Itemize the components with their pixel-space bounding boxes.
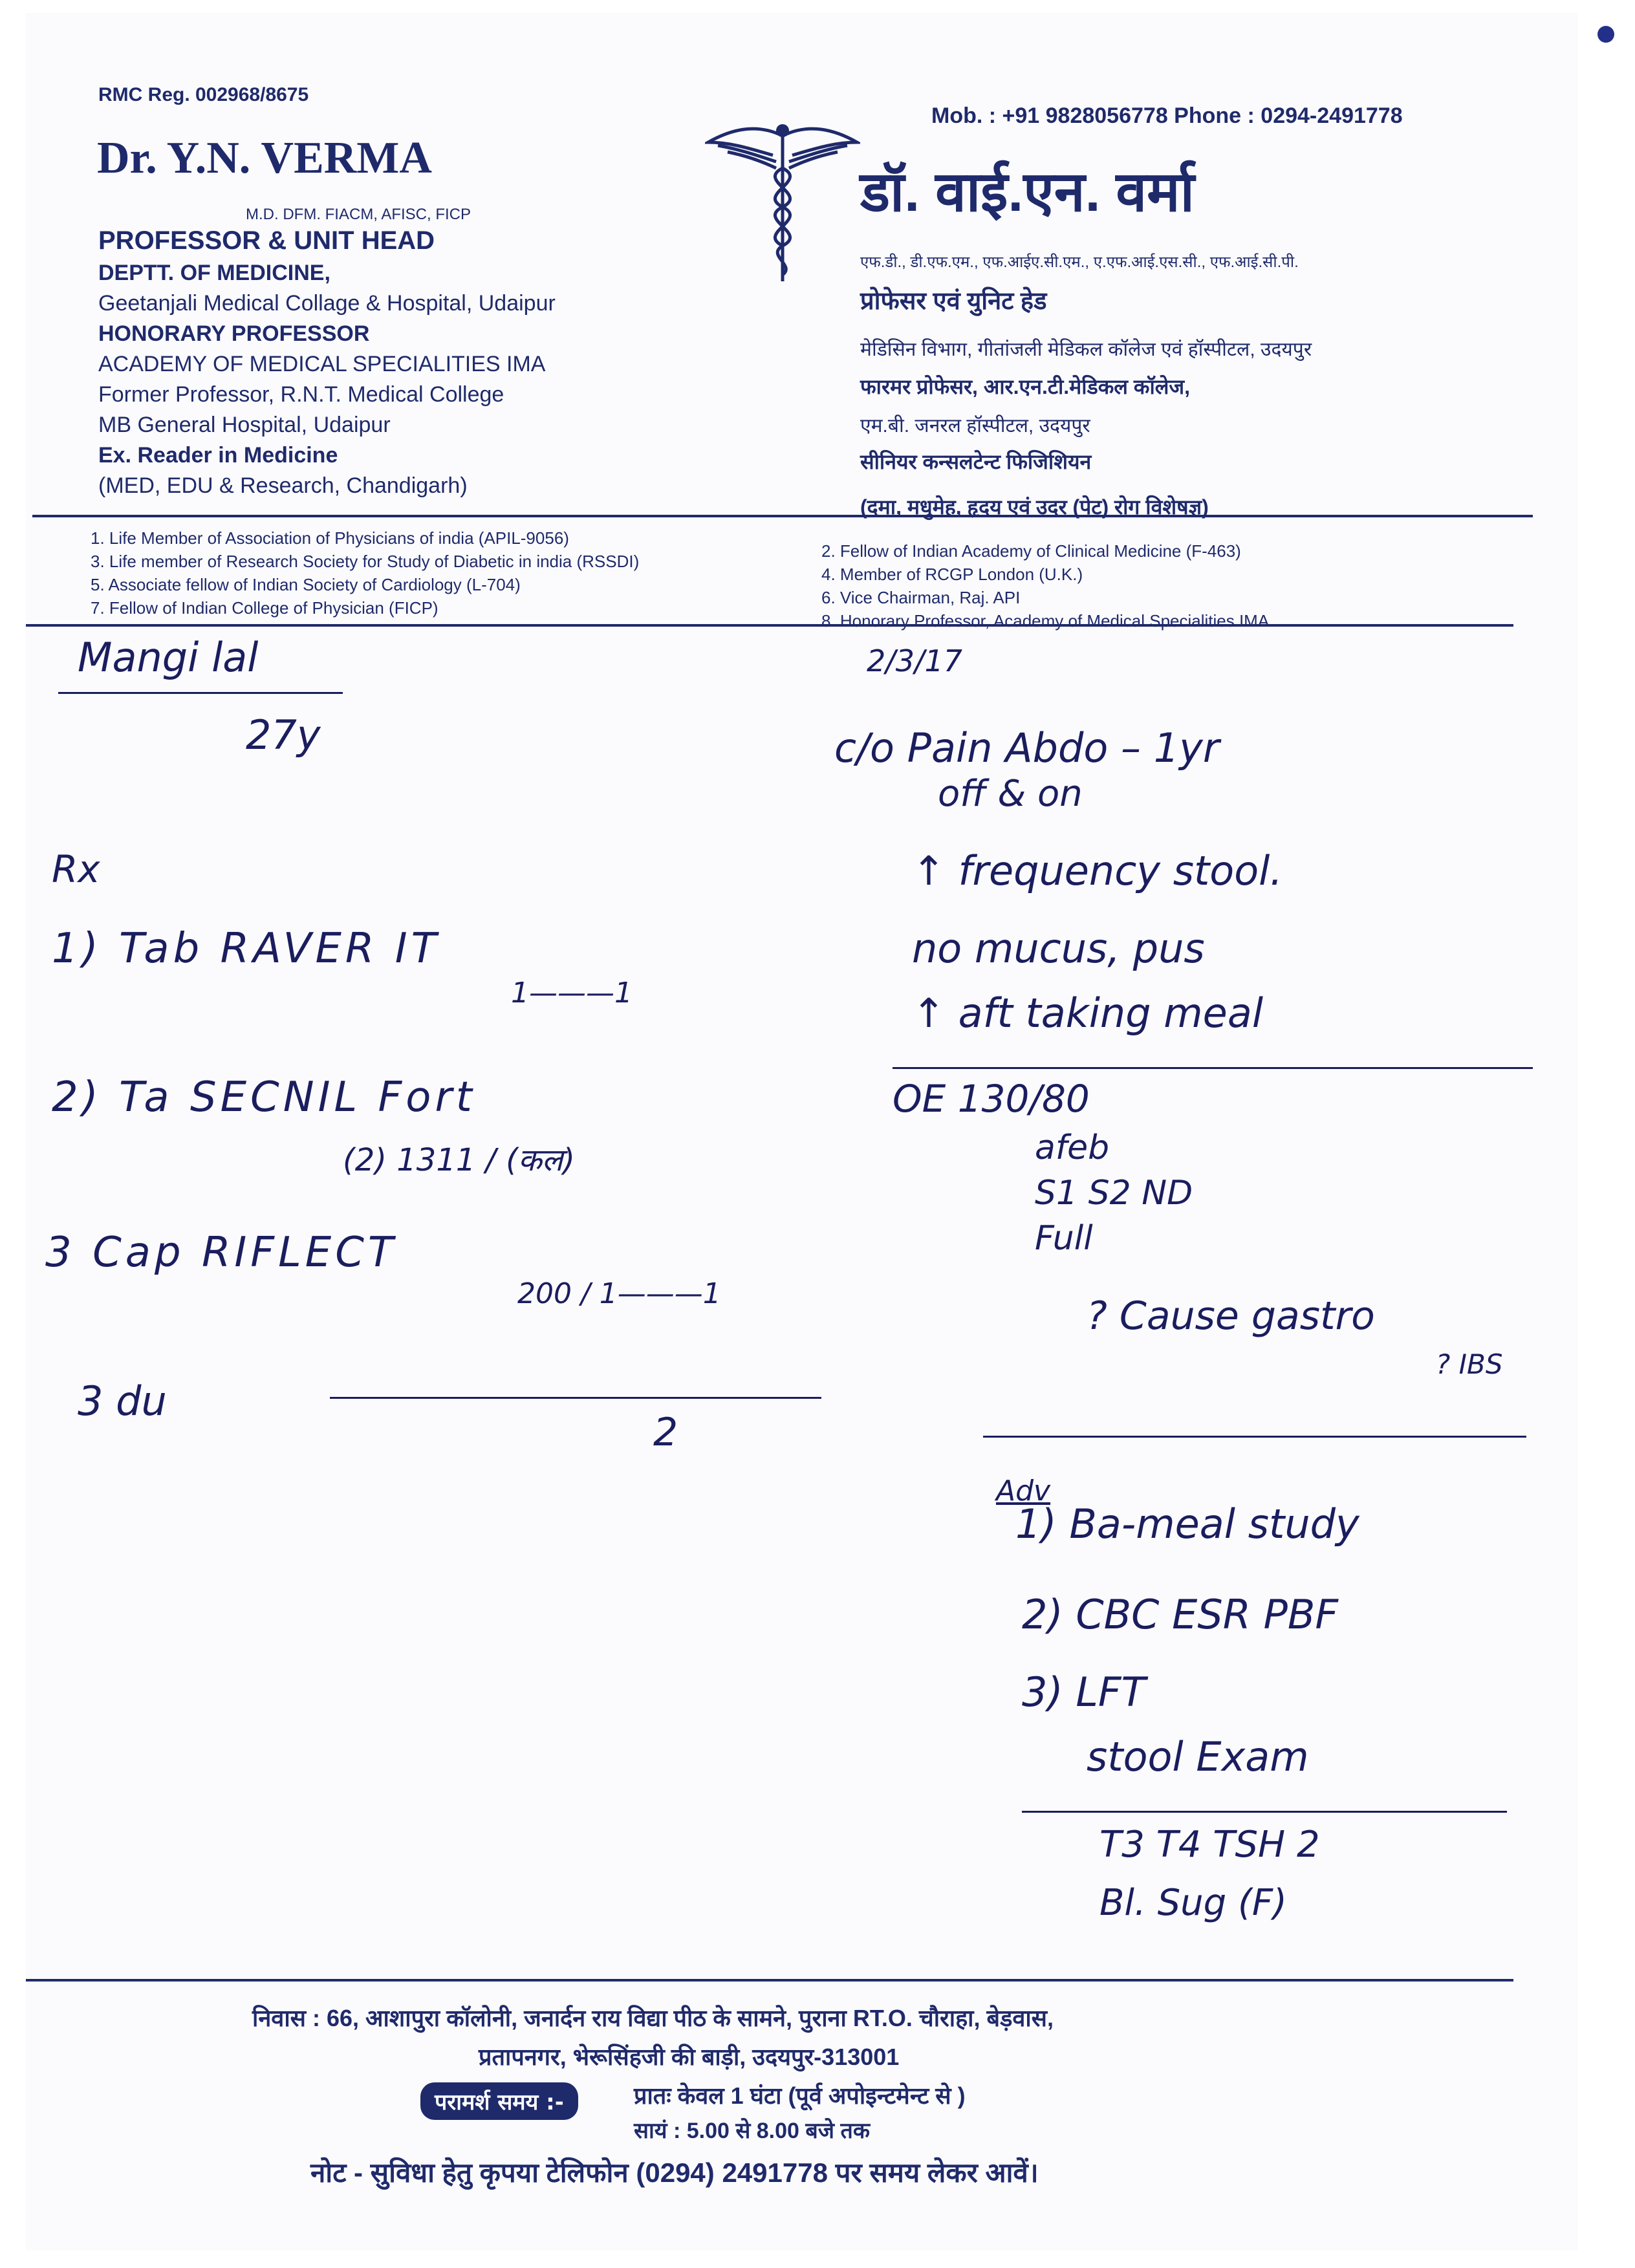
misc-line: Bl. Sug (F) bbox=[1099, 1882, 1287, 1924]
duration-mark: 2 bbox=[653, 1410, 678, 1455]
exam-line: OE 130/80 bbox=[893, 1077, 1090, 1121]
address-line: निवास : 66, आशापुरा कॉलोनी, जनार्दन राय विद्या पीठ के सामने, पुराना RT.O. चौराहा, बेड़वास, bbox=[252, 2005, 1054, 2031]
credential-line-hi: फारमर प्रोफेसर, आर.एन.टी.मेडिकल कॉलेज, bbox=[860, 375, 1191, 398]
doctor-name-en: Dr. Y.N. VERMA bbox=[97, 133, 432, 183]
complaint-line: ↑ frequency stool. bbox=[912, 847, 1283, 894]
membership-divider bbox=[26, 624, 1513, 627]
pen-line bbox=[893, 1067, 1533, 1069]
membership-item: 4. Member of RCGP London (U.K.) bbox=[821, 565, 1083, 584]
membership-item: 7. Fellow of Indian College of Physician (FICP) bbox=[91, 598, 439, 618]
credential-line: Ex. Reader in Medicine bbox=[98, 443, 338, 468]
ink-dot bbox=[1597, 26, 1614, 43]
consult-time-evening: सायं : 5.00 से 8.00 बजे तक bbox=[634, 2119, 870, 2143]
contact-numbers: Mob. : +91 9828056778 Phone : 0294-2491778 bbox=[931, 103, 1403, 128]
impression-line: ? IBS bbox=[1436, 1348, 1503, 1380]
complaint-line: no mucus, pus bbox=[912, 925, 1205, 972]
credential-line-hi: (दमा, मधुमेह, हृदय एवं उदर (पेट) रोग विशेषज्ञ) bbox=[860, 495, 1209, 519]
patient-name: Mangi lal bbox=[78, 634, 259, 681]
membership-item: 3. Life member of Research Society for Study of Diabetic in india (RSSDI) bbox=[91, 552, 640, 571]
impression-line: ? Cause gastro bbox=[1087, 1293, 1375, 1339]
consult-time-morning: प्रातः केवल 1 घंटा (पूर्व अपोइन्टमेन्ट से ) bbox=[634, 2082, 966, 2109]
advice-heading: Adv bbox=[996, 1474, 1051, 1507]
doctor-name-hi: डॉ. वाई.एन. वर्मा bbox=[860, 161, 1195, 223]
exam-line: afeb bbox=[1035, 1129, 1110, 1167]
caduceus-logo-icon bbox=[705, 116, 860, 285]
medicine-line: 2) Ta SECNIL Fort bbox=[52, 1074, 476, 1121]
membership-item: 2. Fellow of Indian Academy of Clinical Medicine (F-463) bbox=[821, 541, 1241, 561]
degrees-hi: एफ.डी., डी.एफ.एम., एफ.आईए.सी.एम., ए.एफ.आई.एस.सी., एफ.आई.सी.पी. bbox=[860, 254, 1299, 271]
advice-line: 1) Ba-meal study bbox=[1015, 1500, 1359, 1548]
credential-line: Geetanjali Medical Collage & Hospital, Udaipur bbox=[98, 291, 556, 316]
degrees-en: M.D. DFM. FIACM, AFISC, FICP bbox=[246, 206, 471, 223]
misc-line: T3 T4 TSH 2 bbox=[1099, 1824, 1320, 1866]
credential-line: MB General Hospital, Udaipur bbox=[98, 413, 391, 437]
medicine-line: 3 Cap RIFLECT bbox=[45, 1229, 397, 1277]
pen-line bbox=[983, 1436, 1526, 1438]
exam-line: S1 S2 ND bbox=[1035, 1174, 1193, 1213]
credential-line: HONORARY PROFESSOR bbox=[98, 321, 370, 346]
credential-line-hi: सीनियर कन्सलटेन्ट फिजिशियन bbox=[860, 450, 1092, 473]
footer-divider bbox=[26, 1979, 1513, 1982]
pen-underline bbox=[58, 692, 343, 694]
prescription-sheet bbox=[26, 13, 1578, 2251]
header-divider bbox=[32, 515, 1533, 517]
membership-item: 6. Vice Chairman, Raj. API bbox=[821, 588, 1021, 607]
credential-line: Former Professor, R.N.T. Medical College bbox=[98, 382, 504, 407]
complaint-line: ↑ aft taking meal bbox=[912, 989, 1264, 1037]
consult-time-badge: परामर्श समय :- bbox=[420, 2082, 578, 2120]
medicine-dose: 200 / 1———1 bbox=[517, 1277, 721, 1310]
advice-line: 2) CBC ESR PBF bbox=[1022, 1591, 1339, 1638]
rx-symbol: Rx bbox=[52, 847, 100, 891]
duration: 3 du bbox=[78, 1377, 167, 1425]
credential-line-hi: एम.बी. जनरल हॉस्पीटल, उदयपुर bbox=[860, 415, 1090, 437]
medicine-dose: (2) 1311 / (कल) bbox=[343, 1142, 575, 1178]
membership-item: 1. Life Member of Association of Physicians of india (APIL-9056) bbox=[91, 528, 569, 548]
credential-line: PROFESSOR & UNIT HEAD bbox=[98, 226, 435, 255]
membership-item: 5. Associate fellow of Indian Society of Cardiology (L-704) bbox=[91, 575, 521, 594]
pen-line bbox=[1022, 1811, 1507, 1813]
pen-line bbox=[330, 1397, 821, 1399]
medicine-dose: 1———1 bbox=[511, 977, 633, 1010]
membership-item: 8. Honorary Professor, Academy of Medical Specialities IMA bbox=[821, 611, 1270, 631]
advice-line: 3) LFT bbox=[1022, 1669, 1146, 1716]
footer-note: नोट - सुविधा हेतु कृपया टेलिफोन (0294) 2491778 पर समय लेकर आवें। bbox=[310, 2157, 1039, 2188]
credential-line-hi: मेडिसिन विभाग, गीतांजली मेडिकल कॉलेज एवं हॉस्पीटल, उदयपुर bbox=[860, 339, 1312, 360]
complaint-line: c/o Pain Abdo – 1yr bbox=[834, 724, 1220, 772]
credential-line: (MED, EDU & Research, Chandigarh) bbox=[98, 473, 468, 498]
credential-line: ACADEMY OF MEDICAL SPECIALITIES IMA bbox=[98, 352, 546, 376]
medicine-line: 1) Tab RAVER IT bbox=[52, 925, 440, 973]
exam-line: Full bbox=[1035, 1219, 1093, 1258]
address-line: प्रतापनगर, भेरूसिंहजी की बाड़ी, उदयपुर-313001 bbox=[479, 2044, 900, 2070]
complaint-line: off & on bbox=[938, 773, 1083, 815]
patient-age: 27y bbox=[246, 711, 321, 759]
advice-line: stool Exam bbox=[1087, 1733, 1309, 1780]
rmc-reg: RMC Reg. 002968/8675 bbox=[98, 84, 309, 105]
credential-line: DEPTT. OF MEDICINE, bbox=[98, 261, 330, 285]
visit-date: 2/3/17 bbox=[867, 643, 963, 678]
credential-line-hi: प्रोफेसर एवं युनिट हेड bbox=[860, 288, 1047, 315]
